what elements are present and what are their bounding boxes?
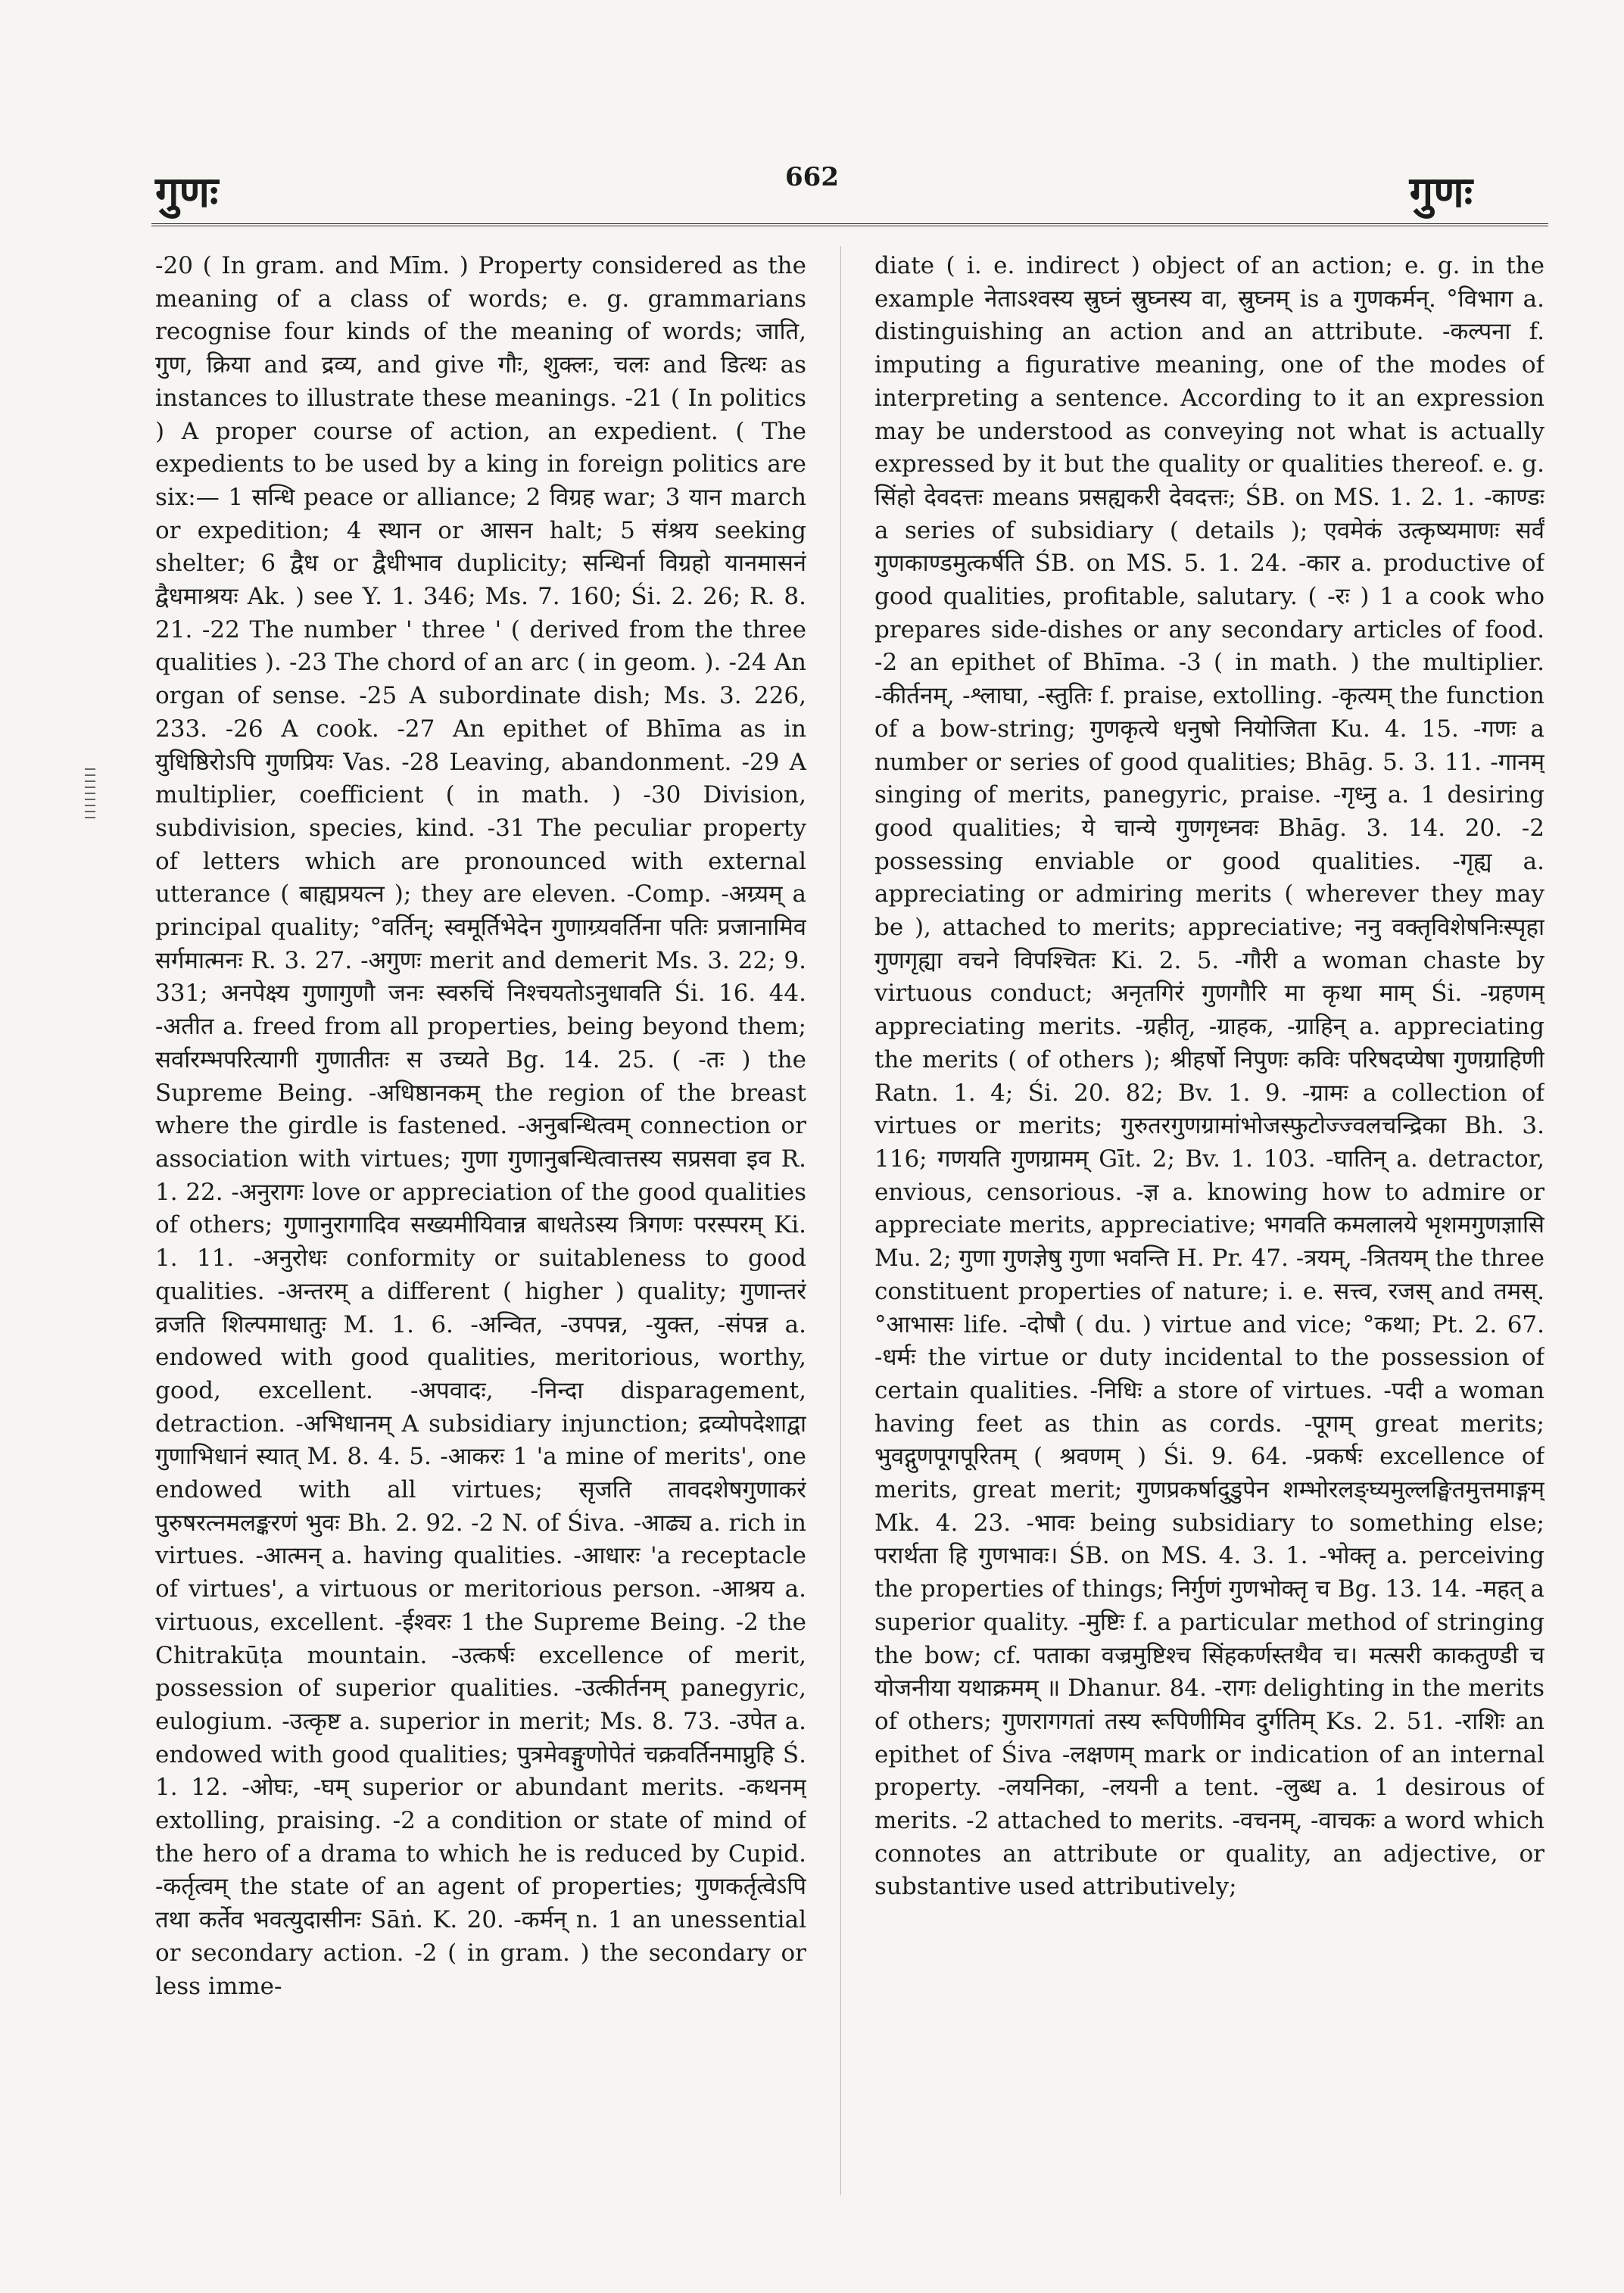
dictionary-entry: -आत्मन् a. having qualities. (255, 1542, 563, 1570)
dictionary-entry: -अधिष्ठानकम् the region of the breast where the girdle is fastened. (155, 1079, 806, 1140)
dictionary-entry: -भोक्तृ a. perceiving the properties of things; निर्गुणं गुणभोक्तृ च Bg. 13. 14. (874, 1542, 1545, 1603)
right-column (874, 250, 1545, 2195)
dictionary-entry: -कीर्तनम्, -श्लाघा, -स्तुतिः f. praise, extolling. (874, 682, 1323, 710)
dictionary-entry: -उत्कृष्ट a. superior in merit; Ms. 8. 73. (282, 1707, 721, 1735)
dictionary-entry: -कथनम् extolling, praising. -2 a condition or state of mind of the hero of a drama to which he is reduced by Cupid. (155, 1774, 806, 1868)
dictionary-entry: -गृह्य a. appreciating or admiring merits ( wherever they may be ), attached to merits; appreciative; ननु वक्तृविशेषनिःस्पृहा गुणगृह्या वचने विपश्चितः Ki. 2. 5. (874, 847, 1545, 974)
dictionary-entry: -लुब्ध a. 1 desirous of merits. -2 attached to merits. (874, 1774, 1545, 1835)
page-header (0, 151, 1624, 220)
dictionary-entry: -ईश्वरः 1 the Supreme Being. -2 the Chitrakūṭa mountain. (155, 1608, 806, 1669)
dictionary-entry: -अतीत a. freed from all properties, being beyond them; सर्वारम्भपरित्यागी गुणातीतः स उच्यते Bg. 14. 25. ( -तः ) the Supreme Being. (155, 1013, 806, 1107)
dictionary-entry: -पदी a woman having feet as thin as cords. (874, 1376, 1545, 1438)
dictionary-entry: -26 A cook. (225, 715, 379, 743)
dictionary-entry: -आकरः 1 'a mine of merits', one endowed with all virtues; सृजति तावदशेषगुणाकरं पुरुषरत्नमलङ्करणं भुवः Bh. 2. 92. -2 N. of Śiva. (155, 1443, 806, 1537)
dictionary-entry: -धर्मः the virtue or duty incidental to the possession of certain qualities. (874, 1344, 1545, 1404)
dictionary-entry: -30 Division, subdivision, species, kind. (155, 781, 806, 842)
dictionary-entry: -अगुणः merit and demerit Ms. 3. 22; 9. 331; अनपेक्ष्य गुणागुणौ जनः स्वरुचिं निश्चयतोऽनुधावति Śi. 16. 44. (155, 946, 806, 1008)
dictionary-entry: -ग्रहणम् appreciating merits. (874, 980, 1545, 1041)
dictionary-entry: -ज्ञ a. knowing how to admire or appreciate merits, appreciative; भगवति कमलालये भृशमगुणज्ञासि Mu. 2; गुणा गुणज्ञेषु गुणा भवन्ति H. Pr. 47. (874, 1178, 1545, 1273)
dictionary-entry: -लक्षणम् mark or indication of an internal property. (874, 1740, 1545, 1802)
dictionary-entry: -कार a. productive of good qualities, profitable, salutary. ( -रः ) 1 a cook who prepares side-dishes or any secondary articles of food. -2 an epithet of Bhīma. -3 ( in math. ) the multiplier. (874, 550, 1545, 677)
dictionary-entry: -घातिन् a. detractor, envious, censorious. (874, 1145, 1545, 1206)
dictionary-entry: -गृध्नु a. 1 desiring good qualities; ये चान्ये गुणगृध्नवः Bhāg. 3. 14. 20. -2 possessing enviable or good qualities. (874, 781, 1545, 875)
dictionary-entry: -अभिधानम् A subsidiary injunction; द्रव्योपदेशाद्वा गुणाभिधानं स्यात् M. 8. 4. 5. (155, 1410, 806, 1471)
dictionary-entry: -अपवादः, -निन्दा disparagement, detraction. (155, 1376, 806, 1438)
dictionary-entry: -27 An epithet of Bhīma as in युधिष्ठिरोऽपि गुणप्रियः Vas. (155, 715, 806, 776)
dictionary-entry: -आढ्य a. rich in virtues. (155, 1509, 806, 1570)
margin-mark (85, 768, 95, 821)
dictionary-entry: -ग्रामः a collection of virtues or merits; गुरुतरगुणग्रामांभोजस्फुटोज्ज्वलचन्द्रिका Bh. 3. 116; गणयति गुणग्रामम् Gīt. 2; Bv. 1. 103. (874, 1079, 1545, 1173)
dictionary-entry: -21 ( In politics ) A proper course of action, an expedient. ( The expedients to be used by a king in foreign politics are six:— 1 सन्धि peace or alliance; 2 विग्रह war; 3 यान march or expedition; 4 स्थान or आसन halt; 5 संश्रय seeking shelter; 6 द्वैध or द्वैधीभाव duplicity; सन्धिर्ना विग्रहो यानमासनं द्वैधमाश्रयः Ak. ) see Y. 1. 346; Ms. 7. 160; Śi. 2. 26; R. 8. 21. (155, 384, 806, 643)
dictionary-entry: -20 ( In gram. and Mīm. ) Property considered as the meaning of a class of words; e. g. grammarians recognise four kinds of the meaning of words; जाति, गुण, क्रिया and द्रव्य, and give गौः, शुक्लः, चलः and डित्थः as instances to illustrate these meanings. (155, 252, 806, 412)
dictionary-entry: -उत्कर्षः excellence of merit, possession of superior qualities. (155, 1641, 806, 1703)
header-left-word: गुणः (155, 167, 219, 217)
dictionary-entry: -24 An organ of sense. (155, 649, 806, 710)
dictionary-entry: -23 The chord of an arc ( in geom. ). (289, 649, 722, 677)
dictionary-entry: -ग्रहीतृ, -ग्राहक, -ग्राहिन् a. appreciating the merits ( of others ); श्रीहर्षो निपुणः कविः परिषदप्येषा गुणग्राहिणी Ratn. 1. 4; Śi. 20. 82; Bv. 1. 9. (874, 1013, 1545, 1107)
dictionary-entry: -Comp. -अग्र्यम् a principal quality; °वर्तिन्; स्वमूर्तिभेदेन गुणाग्र्यवर्तिना पतिः प्रजानामिव सर्गमात्मनः R. 3. 27. (155, 880, 806, 974)
dictionary-entry: -29 A multiplier, coefficient ( in math. ) (155, 748, 806, 809)
dictionary-entry: -गणः a number or series of good qualities; Bhāg. 5. 3. 11. (874, 715, 1545, 776)
dictionary-entry: diate ( i. e. indirect ) object of an action; e. g. in the example नेताऽश्वस्य स्रुघ्नं स्रुघ्नस्य वा, स्रुघ्नम् is a गुणकर्मन्. °विभाग a. distinguishing an action and an attribute. (874, 252, 1545, 346)
dictionary-entry: -गौरी a woman chaste by virtuous conduct; अनृतगिरं गुणगौरि मा कृथा माम् Śi. (874, 946, 1545, 1008)
dictionary-entry: -अन्वित, -उपपन्न, -युक्त, -संपन्न a. endowed with good qualities, meritorious, worthy, good, excellent. (155, 1310, 806, 1404)
dictionary-entry: -22 The number ' three ' ( derived from the three qualities ). (155, 615, 806, 677)
dictionary-entry: -आधारः 'a receptacle of virtues', a virtuous or meritorious person. (155, 1542, 806, 1603)
dictionary-entry: -निधिः a store of virtues. (1089, 1376, 1373, 1404)
page-number: 662 (785, 162, 839, 192)
header-right-word: गुणः (1409, 167, 1473, 217)
dictionary-entry: -उत्कीर्तनम् panegyric, eulogium. (155, 1675, 806, 1735)
header-rule (151, 223, 1548, 226)
dictionary-entry: -उपेत a. endowed with good qualities; पुत्रमेवङ्गुणोपेतं चक्रवर्तिनमाप्नुहि Ś. 1. 12. (155, 1707, 806, 1802)
dictionary-entry: -मुष्टिः f. a particular method of stringing the bow; cf. पताका वज्रमुष्टिश्च सिंहकर्णस्तथैव च। मत्सरी काकतुण्डी च योजनीया यथाक्रमम् ॥ Dhanur. 84. (874, 1608, 1545, 1703)
dictionary-entry: -28 Leaving, abandonment. (401, 748, 732, 776)
dictionary-entry: -रागः delighting in the merits of others; गुणरागगतां तस्य रूपिणीमिव दुर्गतिम् Ks. 2. 51. (874, 1675, 1545, 1735)
dictionary-entry: -काण्डः a series of subsidiary ( details ); एवमेकं उत्कृष्यमाणः सर्वं गुणकाण्डमुत्कर्षति ŚB. on MS. 5. 1. 24. (874, 483, 1545, 578)
dictionary-entry: -महत् a superior quality. (874, 1575, 1545, 1636)
dictionary-entry: -कर्मन् n. 1 an unessential or secondary action. -2 ( in gram. ) the secondary or less imme- (155, 1906, 806, 2000)
left-column (155, 250, 806, 2195)
dictionary-entry: -भावः being subsidiary to something else; परार्थता हि गुणभावः। ŚB. on MS. 4. 3. 1. (874, 1509, 1545, 1570)
dictionary-entry: -अनुरागः love or appreciation of the good qualities of others; गुणानुरागादिव सख्यमीयिवान्न बाधतेऽस्य त्रिगणः परस्परम् Ki. 1. 11. (155, 1178, 806, 1273)
dictionary-entry: -गानम् singing of merits, panegyric, praise. (874, 748, 1545, 809)
dictionary-entry: -कृत्यम् the function of a bow-string; गुणकृत्ये धनुषो नियोजिता Ku. 4. 15. (874, 682, 1545, 743)
column-divider (840, 246, 841, 2195)
dictionary-entry: -25 A subordinate dish; Ms. 3. 226, 233. (155, 682, 806, 743)
dictionary-entry: -अनुरोधः conformity or suitableness to good qualities. (155, 1245, 806, 1305)
dictionary-entry: -अन्तरम् a different ( higher ) quality; गुणान्तरं व्रजति शिल्पमाधातुः M. 1. 6. (155, 1277, 806, 1338)
dictionary-entry: -पूगम् great merits; भुवद्गुणपूगपूरितम् ( श्रवणम् ) Śi. 9. 64. (874, 1410, 1545, 1471)
dictionary-entry: -राशिः an epithet of Śiva (874, 1707, 1545, 1768)
dictionary-entry: -वचनम्, -वाचकः a word which connotes an attribute or quality, an adjective, or substantive used attributively; (874, 1807, 1545, 1901)
dictionary-entry: -आश्रय a. virtuous, excellent. (155, 1575, 806, 1636)
dictionary-entry: -ओघः, -घम् superior or abundant merits. (242, 1774, 725, 1802)
dictionary-entry: -लयनिका, -लयनी a tent. (997, 1774, 1260, 1802)
dictionary-entry: -31 The peculiar property of letters which are pronounced with external utterance ( बाह्यप्रयत्न ); they are eleven. (155, 814, 806, 908)
dictionary-entry: -त्रयम्, -त्रितयम् the three constituent properties of nature; i. e. सत्त्व, रजस् and तमस्. °आभासः life. (874, 1245, 1545, 1338)
dictionary-entry: -कर्तृत्वम् the state of an agent of properties; गुणकर्तृत्वेऽपि तथा कर्तेव भवत्युदासीनः Sāṅ. K. 20. (155, 1873, 806, 1934)
dictionary-entry: -अनुबन्धित्वम् connection or association with virtues; गुणा गुणानुबन्धित्वात्तस्य सप्रसवा इव R. 1. 22. (155, 1112, 806, 1206)
dictionary-entry: -दोषौ ( du. ) virtue and vice; °कथा; Pt. 2. 67. (1018, 1310, 1545, 1338)
dictionary-entry: -प्रकर्षः excellence of merits, great merit; गुणप्रकर्षादुडुपेन शम्भोरलङ्घ्यमुल्लङ्घितमुत्तमाङ्गम् Mk. 4. 23. (874, 1443, 1545, 1537)
dictionary-entry: -कल्पना f. imputing a figurative meaning, one of the modes of interpreting a sentence. According to it an expression may be understood as conveying not what is actually expressed by it but the quality or qualities thereof. e. g. सिंहो देवदत्तः means प्रसह्यकरी देवदत्तः; ŚB. on MS. 1. 2. 1. (874, 318, 1545, 511)
